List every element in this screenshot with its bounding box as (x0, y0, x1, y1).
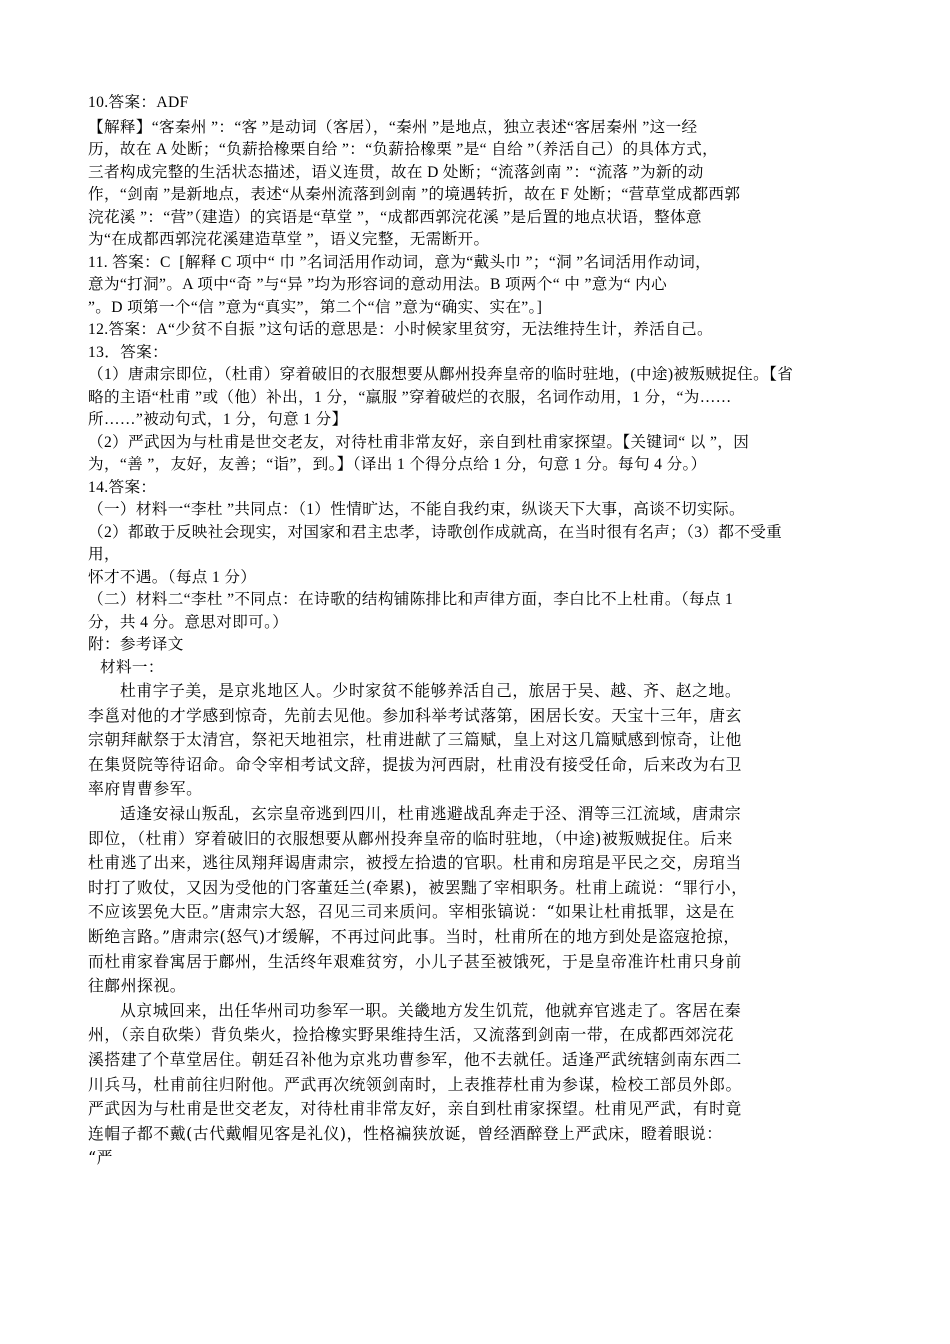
translation-line: 时打了败仗，又因为受他的门客董廷兰(牵累)，被罢黜了宰相职务。杜甫上疏说：“罪行小， (88, 877, 748, 897)
q10-explanation-line: 作，“剑南 ”是新地点，表述“从秦州流落到剑南 ”的境遇转折，故在 F 处断；“营草堂成都西郭 (88, 186, 741, 203)
q10-heading: 10.答案：ADF (88, 94, 189, 111)
translation-line: 不应该罢免大臣。”唐肃宗大怒，召见三司来质问。宰相张镐说：“如果让杜甫抵罪，这是在 (88, 902, 735, 922)
q13-part1-line: 略的主语“杜甫 ”或（他）补出，1 分，“羸服 ”穿着破烂的衣服，名词作动用，1 分，“为…… (88, 388, 732, 406)
translation-line: 往鄜州探视。 (88, 976, 187, 996)
q10-explanation-line: 浣花溪 ”：“营”（建造）的宾语是“草堂 ”，“成都西郭浣花溪 ”是后置的地点状语，整体意 (88, 208, 702, 226)
translation-line: 连帽子都不戴(古代戴帽见客是礼仪)，性格褊狭放诞，曾经酒醉登上严武床，瞪着眼说： (88, 1123, 723, 1143)
q10-explanation-line: 历，故在 A 处断；“负薪拾橡栗自给 ”：“负薪拾橡栗 ”是“ 自给 ”（养活自己）的具体方式， (88, 141, 719, 158)
q14-part1-line: （2）都敢于反映社会现实，对国家和君主忠孝，诗歌创作成就高，在当时很有名声；（3）都不受重 (88, 523, 783, 541)
translation-line: 州，（亲自砍柴）背负柴火，捡拾橡实野果维持生活，又流落到剑南一带，在成都西郊浣花 (88, 1025, 734, 1045)
q13-part1-line: （1）唐肃宗即位，（杜甫）穿着破旧的衣服想要从鄜州投奔皇帝的临时驻地，(中途)被叛贼捉住。【省 (88, 366, 794, 383)
q13-part1-line: 所……”被动句式，1 分，句意 1 分】 (88, 411, 348, 428)
translation-line: 严武因为与杜甫是世交老友，对待杜甫非常友好，亲自到杜甫家探望。杜甫见严武，有时竟 (88, 1099, 742, 1119)
translation-line: 溪搭建了个草堂居住。朝廷召补他为京兆功曹参军，他不去就任。适逢严武统辖剑南东西二 (88, 1049, 742, 1069)
q13-heading: 13．答案： (88, 343, 169, 361)
translation-line: 宗朝拜献祭于太清宫，祭祀天地祖宗，杜甫进献了三篇赋，皇上对这几篇赋感到惊奇，让他 (88, 730, 742, 750)
translation-text (88, 679, 864, 1171)
q11-answer-line: 意为“打洞”。A 项中“奇 ”与“异 ”均为形容词的意动用法。B 项两个“ 中 ”意为“ 内心 (88, 276, 668, 293)
q10-explanation-line: 为“在成都西郭浣花溪建造草堂 ”，语义完整，无需断开。 (88, 231, 490, 248)
translation-line: 杜甫字子美，是京兆地区人。少时家贫不能够养活自己，旅居于吴、越、齐、赵之地。 (120, 681, 742, 700)
q14-part2-line: （二）材料二“李杜 ”不同点：在诗歌的结构铺陈排比和声律方面，李白比不上杜甫。（每点 1 (88, 591, 734, 608)
q10-explanation-line: 三者构成完整的生活状态描述，语义连贯，故在 D 处断；“流落剑南 ”：“流落 ”为新的动 (88, 163, 704, 181)
material-label: 材料一： (100, 658, 164, 676)
translation-line: “严 (88, 1148, 113, 1168)
document-page (88, 92, 864, 1171)
appendix-title: 附：参考译文 (88, 636, 184, 653)
q14-heading: 14.答案： (88, 478, 157, 496)
q14-part1-line: 怀才不遇。（每点 1 分） (88, 568, 257, 586)
q14-part1-line: 用， (88, 546, 120, 563)
translation-line: 在集贤院等待诏命。命令宰相考试文辞，提拔为河西尉，杜甫没有接受任命，后来改为右卫 (88, 754, 742, 774)
q14-part2-line: 分，共 4 分。意思对即可。） (88, 613, 289, 631)
translation-line: 李邕对他的才学感到惊奇，先前去见他。参加科举考试落第，困居长安。天宝十三年，唐玄 (88, 705, 742, 725)
translation-line: 适逢安禄山叛乱，玄宗皇帝逃到四川，杜甫逃避战乱奔走于泾、渭等三江流域，唐肃宗 (120, 803, 742, 823)
translation-line: 率府胄曹参军。 (88, 779, 203, 799)
q11-answer-line: ”。D 项第一个“信 ”意为“真实”，第二个“信 ”意为“确实、实在”。] (88, 298, 543, 316)
translation-line: 从京城回来，出任华州司功参军一职。关畿地方发生饥荒，他就弃官逃走了。客居在秦 (120, 1000, 742, 1020)
q11-answer-line: 11. 答案：C [解释 C 项中“ 巾 ”名词活用作动词，意为“戴头巾 ”；“洞 ”名词活用作动词， (88, 253, 712, 271)
answers-section (88, 92, 864, 679)
q12-answer-line: 12.答案：A“少贫不自振 ”这句话的意思是：小时候家里贫穷，无法维持生计，养活自己。 (88, 321, 713, 338)
q14-part1-line: （一）材料一“李杜 ”共同点：（1）性情旷达，不能自我约束，纵谈天下大事，高谈不切实际。 (88, 501, 745, 518)
translation-line: 断绝言路。”唐肃宗(怒气)才缓解，不再过问此事。当时，杜甫所在的地方到处是盗寇抢掠， (88, 926, 740, 946)
translation-line: 而杜甫家眷寓居于鄜州，生活终年艰难贫穷，小儿子甚至被饿死，于是皇帝准许杜甫只身前 (88, 951, 742, 971)
translation-line: 即位，（杜甫）穿着破旧的衣服想要从鄜州投奔皇帝的临时驻地，（中途)被叛贼捉住。后来 (88, 828, 733, 848)
q13-part2-line: （2）严武因为与杜甫是世交老友，对待杜甫非常友好，亲自到杜甫家探望。【关键词“ 以 ”，因 (88, 433, 750, 451)
q13-part2-line: 为，“善 ”，友好，友善；“诣”，到。】（译出 1 个得分点给 1 分，句意 1 分。每句 4 分。） (88, 456, 707, 473)
translation-line: 川兵马，杜甫前往归附他。严武再次统领剑南时，上表推荐杜甫为参谋，检校工部员外郎。 (88, 1074, 742, 1094)
translation-line: 杜甫逃了出来，逃往凤翔拜谒唐肃宗，被授左拾遗的官职。杜甫和房琯是平民之交，房琯当 (88, 853, 742, 873)
q10-explanation-line: 【解释】“客秦州 ”：“客 ”是动词（客居），“秦州 ”是地点，独立表述“客居秦州 ”这一经 (88, 118, 698, 136)
